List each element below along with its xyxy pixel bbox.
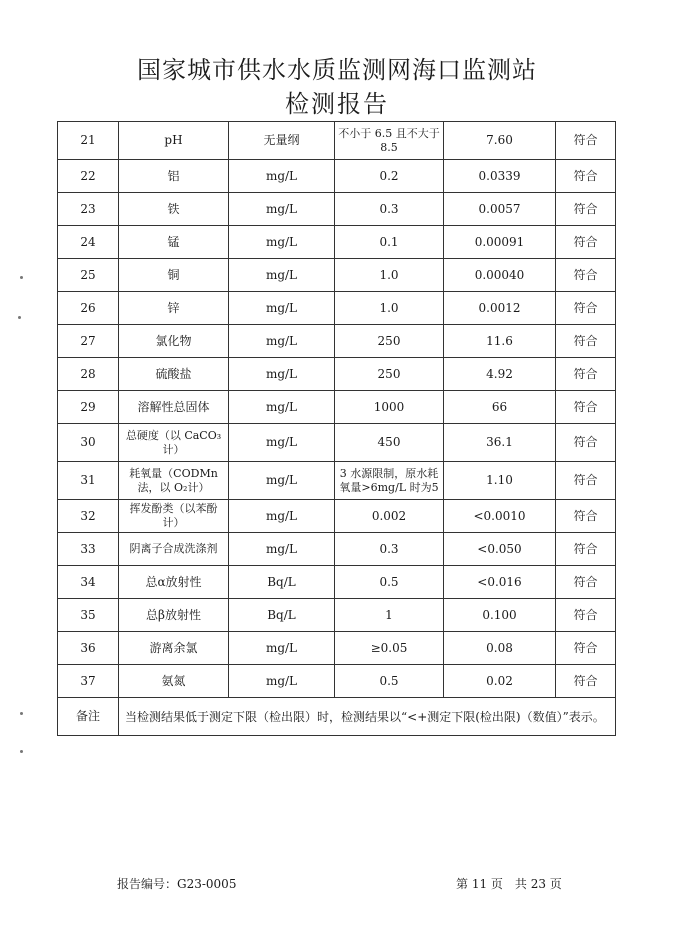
report-number: 报告编号：G23-0005 xyxy=(117,877,237,891)
verdict: 符合 xyxy=(556,358,616,391)
result-value: 0.00040 xyxy=(444,259,556,292)
limit-value: 1.0 xyxy=(335,259,444,292)
unit: mg/L xyxy=(229,358,335,391)
table-row xyxy=(58,122,616,160)
result-value: 4.92 xyxy=(444,358,556,391)
verdict: 符合 xyxy=(556,533,616,566)
limit-value: 0.5 xyxy=(335,665,444,698)
item-name: 总硬度（以 CaCO₃计） xyxy=(119,424,229,462)
verdict: 符合 xyxy=(556,160,616,193)
table-row xyxy=(58,292,616,325)
item-name: 耗氧量（CODMn法，以 O₂计） xyxy=(119,462,229,500)
row-number: 27 xyxy=(58,325,119,358)
result-value: 66 xyxy=(444,391,556,424)
row-number: 22 xyxy=(58,160,119,193)
table-row xyxy=(58,599,616,632)
item-name: 游离余氯 xyxy=(119,632,229,665)
unit: Bq/L xyxy=(229,599,335,632)
verdict: 符合 xyxy=(556,566,616,599)
verdict: 符合 xyxy=(556,292,616,325)
item-name: 氨氮 xyxy=(119,665,229,698)
verdict: 符合 xyxy=(556,462,616,500)
result-value: 0.0057 xyxy=(444,193,556,226)
row-number: 32 xyxy=(58,500,119,533)
limit-value: 1000 xyxy=(335,391,444,424)
unit: mg/L xyxy=(229,160,335,193)
table-row xyxy=(58,632,616,665)
row-number: 28 xyxy=(58,358,119,391)
unit: mg/L xyxy=(229,226,335,259)
result-value: 11.6 xyxy=(444,325,556,358)
unit: mg/L xyxy=(229,500,335,533)
limit-value: 250 xyxy=(335,358,444,391)
results-table xyxy=(57,121,616,736)
unit: 无量纲 xyxy=(229,122,335,160)
verdict: 符合 xyxy=(556,259,616,292)
row-number: 37 xyxy=(58,665,119,698)
limit-value: 450 xyxy=(335,424,444,462)
table-row xyxy=(58,193,616,226)
item-name: 总α放射性 xyxy=(119,566,229,599)
row-number: 26 xyxy=(58,292,119,325)
result-value: 1.10 xyxy=(444,462,556,500)
limit-value: 0.002 xyxy=(335,500,444,533)
result-value: 0.0339 xyxy=(444,160,556,193)
row-number: 30 xyxy=(58,424,119,462)
row-number: 29 xyxy=(58,391,119,424)
table-row xyxy=(58,259,616,292)
row-number: 25 xyxy=(58,259,119,292)
item-name: 铝 xyxy=(119,160,229,193)
result-value: 0.08 xyxy=(444,632,556,665)
verdict: 符合 xyxy=(556,193,616,226)
verdict: 符合 xyxy=(556,122,616,160)
item-name: 总β放射性 xyxy=(119,599,229,632)
limit-value: 不小于 6.5 且不大于 8.5 xyxy=(335,122,444,160)
table-row xyxy=(58,226,616,259)
item-name: 阴离子合成洗涤剂 xyxy=(119,533,229,566)
item-name: 溶解性总固体 xyxy=(119,391,229,424)
limit-value: 0.5 xyxy=(335,566,444,599)
unit: mg/L xyxy=(229,391,335,424)
table-row xyxy=(58,566,616,599)
row-number: 31 xyxy=(58,462,119,500)
row-number: 21 xyxy=(58,122,119,160)
page-info: 第 11 页 共 23 页 xyxy=(456,877,562,891)
limit-value: 3 水源限制，原水耗氧量>6mg/L 时为5 xyxy=(335,462,444,500)
result-value: <0.0010 xyxy=(444,500,556,533)
result-value: <0.016 xyxy=(444,566,556,599)
verdict: 符合 xyxy=(556,665,616,698)
table-row xyxy=(58,160,616,193)
verdict: 符合 xyxy=(556,424,616,462)
verdict: 符合 xyxy=(556,632,616,665)
limit-value: 0.1 xyxy=(335,226,444,259)
scan-speck xyxy=(20,750,23,753)
result-value: <0.050 xyxy=(444,533,556,566)
scan-speck xyxy=(20,276,23,279)
item-name: 氯化物 xyxy=(119,325,229,358)
limit-value: ≥0.05 xyxy=(335,632,444,665)
table-row xyxy=(58,325,616,358)
table-row xyxy=(58,462,616,500)
item-name: 铜 xyxy=(119,259,229,292)
unit: mg/L xyxy=(229,424,335,462)
result-value: 36.1 xyxy=(444,424,556,462)
unit: mg/L xyxy=(229,292,335,325)
unit: mg/L xyxy=(229,533,335,566)
unit: mg/L xyxy=(229,325,335,358)
report-title: 检测报告 xyxy=(285,90,389,118)
item-name: 锌 xyxy=(119,292,229,325)
row-number: 33 xyxy=(58,533,119,566)
limit-value: 1 xyxy=(335,599,444,632)
row-number: 24 xyxy=(58,226,119,259)
unit: Bq/L xyxy=(229,566,335,599)
row-number: 23 xyxy=(58,193,119,226)
remark-text: 当检测结果低于测定下限（检出限）时，检测结果以“<+测定下限(检出限)（数值）”表示。 xyxy=(119,698,616,736)
table-row xyxy=(58,391,616,424)
scan-speck xyxy=(18,316,21,319)
limit-value: 1.0 xyxy=(335,292,444,325)
limit-value: 0.3 xyxy=(335,533,444,566)
remark-label: 备注 xyxy=(58,698,119,736)
unit: mg/L xyxy=(229,462,335,500)
table-row xyxy=(58,424,616,462)
result-value: 0.00091 xyxy=(444,226,556,259)
item-name: pH xyxy=(119,122,229,160)
table-row xyxy=(58,358,616,391)
result-value: 7.60 xyxy=(444,122,556,160)
unit: mg/L xyxy=(229,259,335,292)
remark-row xyxy=(58,698,616,736)
result-value: 0.0012 xyxy=(444,292,556,325)
verdict: 符合 xyxy=(556,500,616,533)
verdict: 符合 xyxy=(556,325,616,358)
unit: mg/L xyxy=(229,665,335,698)
limit-value: 0.3 xyxy=(335,193,444,226)
limit-value: 0.2 xyxy=(335,160,444,193)
report-org-title: 国家城市供水水质监测网海口监测站 xyxy=(137,56,537,84)
table-row xyxy=(58,533,616,566)
verdict: 符合 xyxy=(556,226,616,259)
unit: mg/L xyxy=(229,632,335,665)
item-name: 锰 xyxy=(119,226,229,259)
unit: mg/L xyxy=(229,193,335,226)
row-number: 35 xyxy=(58,599,119,632)
verdict: 符合 xyxy=(556,391,616,424)
item-name: 硫酸盐 xyxy=(119,358,229,391)
item-name: 挥发酚类（以苯酚计） xyxy=(119,500,229,533)
scan-speck xyxy=(20,712,23,715)
row-number: 34 xyxy=(58,566,119,599)
verdict: 符合 xyxy=(556,599,616,632)
result-value: 0.02 xyxy=(444,665,556,698)
result-value: 0.100 xyxy=(444,599,556,632)
item-name: 铁 xyxy=(119,193,229,226)
limit-value: 250 xyxy=(335,325,444,358)
table-row xyxy=(58,500,616,533)
table-row xyxy=(58,665,616,698)
row-number: 36 xyxy=(58,632,119,665)
